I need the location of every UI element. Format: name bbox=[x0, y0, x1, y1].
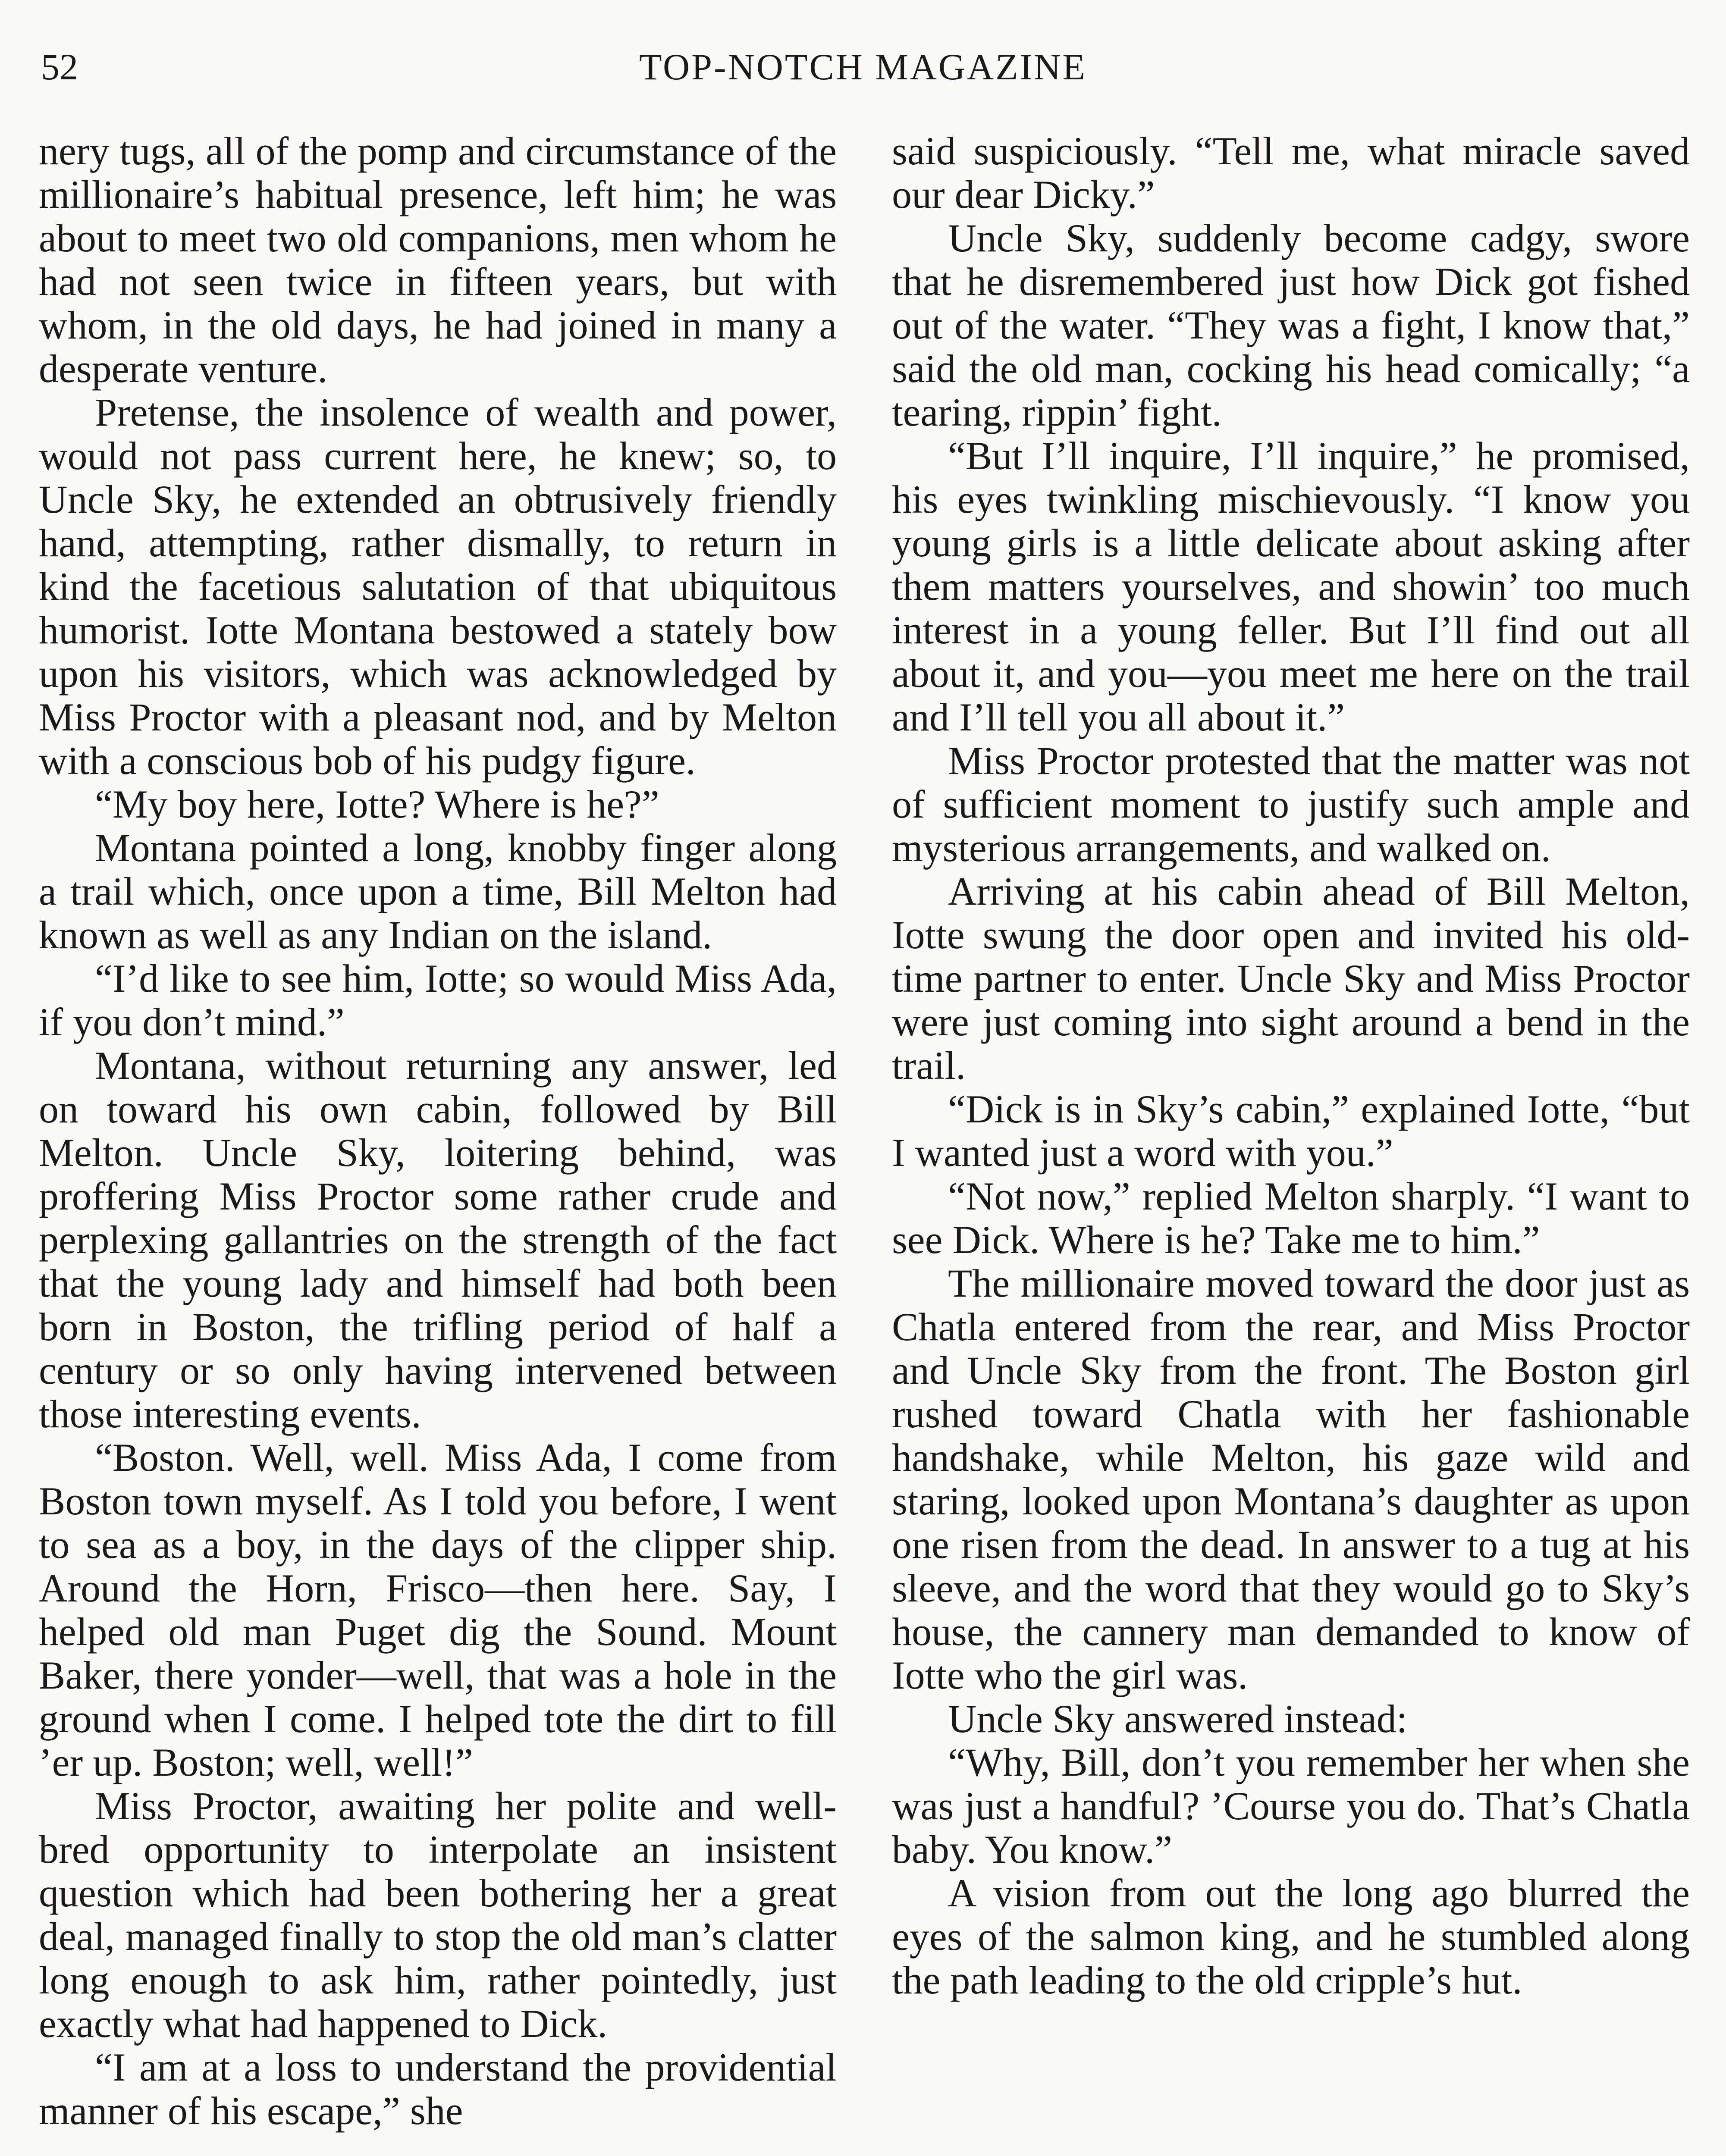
paragraph: “My boy here, Iotte? Where is he?” bbox=[95, 782, 659, 826]
paragraph: Montana, without returning any answer, led on toward his own cabin, followed by Bill Melton. Uncle Sky, loitering behind, was proffering Miss Proctor some rather crude and perplexing gallantries on the strength of the fact that the young lady and himself had both been born in Boston, the trifling period of half a century or so only having intervened between those interesting events. bbox=[39, 1044, 837, 1436]
paragraph: “I am at a loss to understand the providential manner of his escape,” she bbox=[39, 2045, 837, 2133]
paragraph: Montana pointed a long, knobby finger along a trail which, once upon a time, Bill Melton had known as well as any Indian on the island. bbox=[39, 826, 837, 957]
paragraph: Arriving at his cabin ahead of Bill Melton, Iotte swung the door open and invited his old-time partner to enter. Uncle Sky and Miss Proctor were just coming into sight around a bend in the trail. bbox=[892, 869, 1690, 1087]
paragraph: “I’d like to see him, Iotte; so would Miss Ada, if you don’t mind.” bbox=[39, 956, 837, 1044]
paragraph: “Not now,” replied Melton sharply. “I want to see Dick. Where is he? Take me to him.” bbox=[892, 1174, 1690, 1262]
page-header bbox=[41, 41, 1685, 93]
paragraph: Uncle Sky, suddenly become cadgy, swore that he disremembered just how Dick got fished out of the water. “They was a fight, I know that,” said the old man, cocking his head comically; “a tearing, rippin’ fight. bbox=[892, 216, 1690, 434]
right-column bbox=[892, 129, 1690, 2002]
paragraph: Pretense, the insolence of wealth and power, would not pass current here, he knew; so, to Uncle Sky, he extended an obtrusively friendly hand, attempting, rather dismally, to return in kind the facetious salutation of that ubiquitous humorist. Iotte Montana bestowed a stately bow upon his visitors, which was acknowledged by Miss Proctor with a pleasant nod, and by Melton with a conscious bob of his pudgy figure. bbox=[39, 390, 837, 783]
paragraph: “But I’ll inquire, I’ll inquire,” he promised, his eyes twinkling mischievously. “I know you young girls is a little delicate about asking after them matters yourselves, and showin’ too much interest in a young feller. But I’ll find out all about it, and you—you meet me here on the trail and I’ll tell you all about it.” bbox=[892, 434, 1690, 739]
paragraph: Miss Proctor, awaiting her polite and well-bred opportunity to interpolate an insistent question which had been bothering her a great deal, managed finally to stop the old man’s clatter long enough to ask him, rather pointedly, just exactly what had happened to Dick. bbox=[39, 1784, 837, 2046]
paragraph: Miss Proctor protested that the matter was not of sufficient moment to justify such ample and mysterious arrangements, and walked on. bbox=[892, 739, 1690, 870]
paragraph: “Boston. Well, well. Miss Ada, I come from Boston town myself. As I told you before, I went to sea as a boy, in the days of the clipper ship. Around the Horn, Frisco—then here. Say, I helped old man Puget dig the Sound. Mount Baker, there yonder—well, that was a hole in the ground when I come. I helped tote the dirt to fill ’er up. Boston; well, well!” bbox=[39, 1435, 837, 1784]
paragraph: Uncle Sky answered instead: bbox=[948, 1697, 1408, 1741]
left-column bbox=[39, 129, 837, 2133]
running-head: TOP-NOTCH MAGAZINE bbox=[639, 46, 1087, 88]
paragraph: The millionaire moved toward the door just as Chatla entered from the rear, and Miss Proctor and Uncle Sky from the front. The Boston girl rushed toward Chatla with her fashionable handshake, while Melton, his gaze wild and staring, looked upon Montana’s daughter as upon one risen from the dead. In answer to a tug at his sleeve, and the word that they would go to Sky’s house, the cannery man demanded to know of Iotte who the girl was. bbox=[892, 1261, 1690, 1697]
paragraph: “Why, Bill, don’t you remember her when she was just a handful? ’Course you do. That’s Chatla baby. You know.” bbox=[892, 1740, 1690, 1871]
paragraph: nery tugs, all of the pomp and circumstance of the millionaire’s habitual presence, left him; he was about to meet two old companions, men whom he had not seen twice in fifteen years, but with whom, in the old days, he had joined in many a desperate venture. bbox=[39, 129, 837, 391]
page-number: 52 bbox=[41, 46, 78, 88]
paragraph: said suspiciously. “Tell me, what miracle saved our dear Dicky.” bbox=[892, 129, 1690, 216]
paragraph: “Dick is in Sky’s cabin,” explained Iotte, “but I wanted just a word with you.” bbox=[892, 1087, 1690, 1175]
paragraph: A vision from out the long ago blurred the eyes of the salmon king, and he stumbled along the path leading to the old cripple’s hut. bbox=[892, 1871, 1690, 2002]
